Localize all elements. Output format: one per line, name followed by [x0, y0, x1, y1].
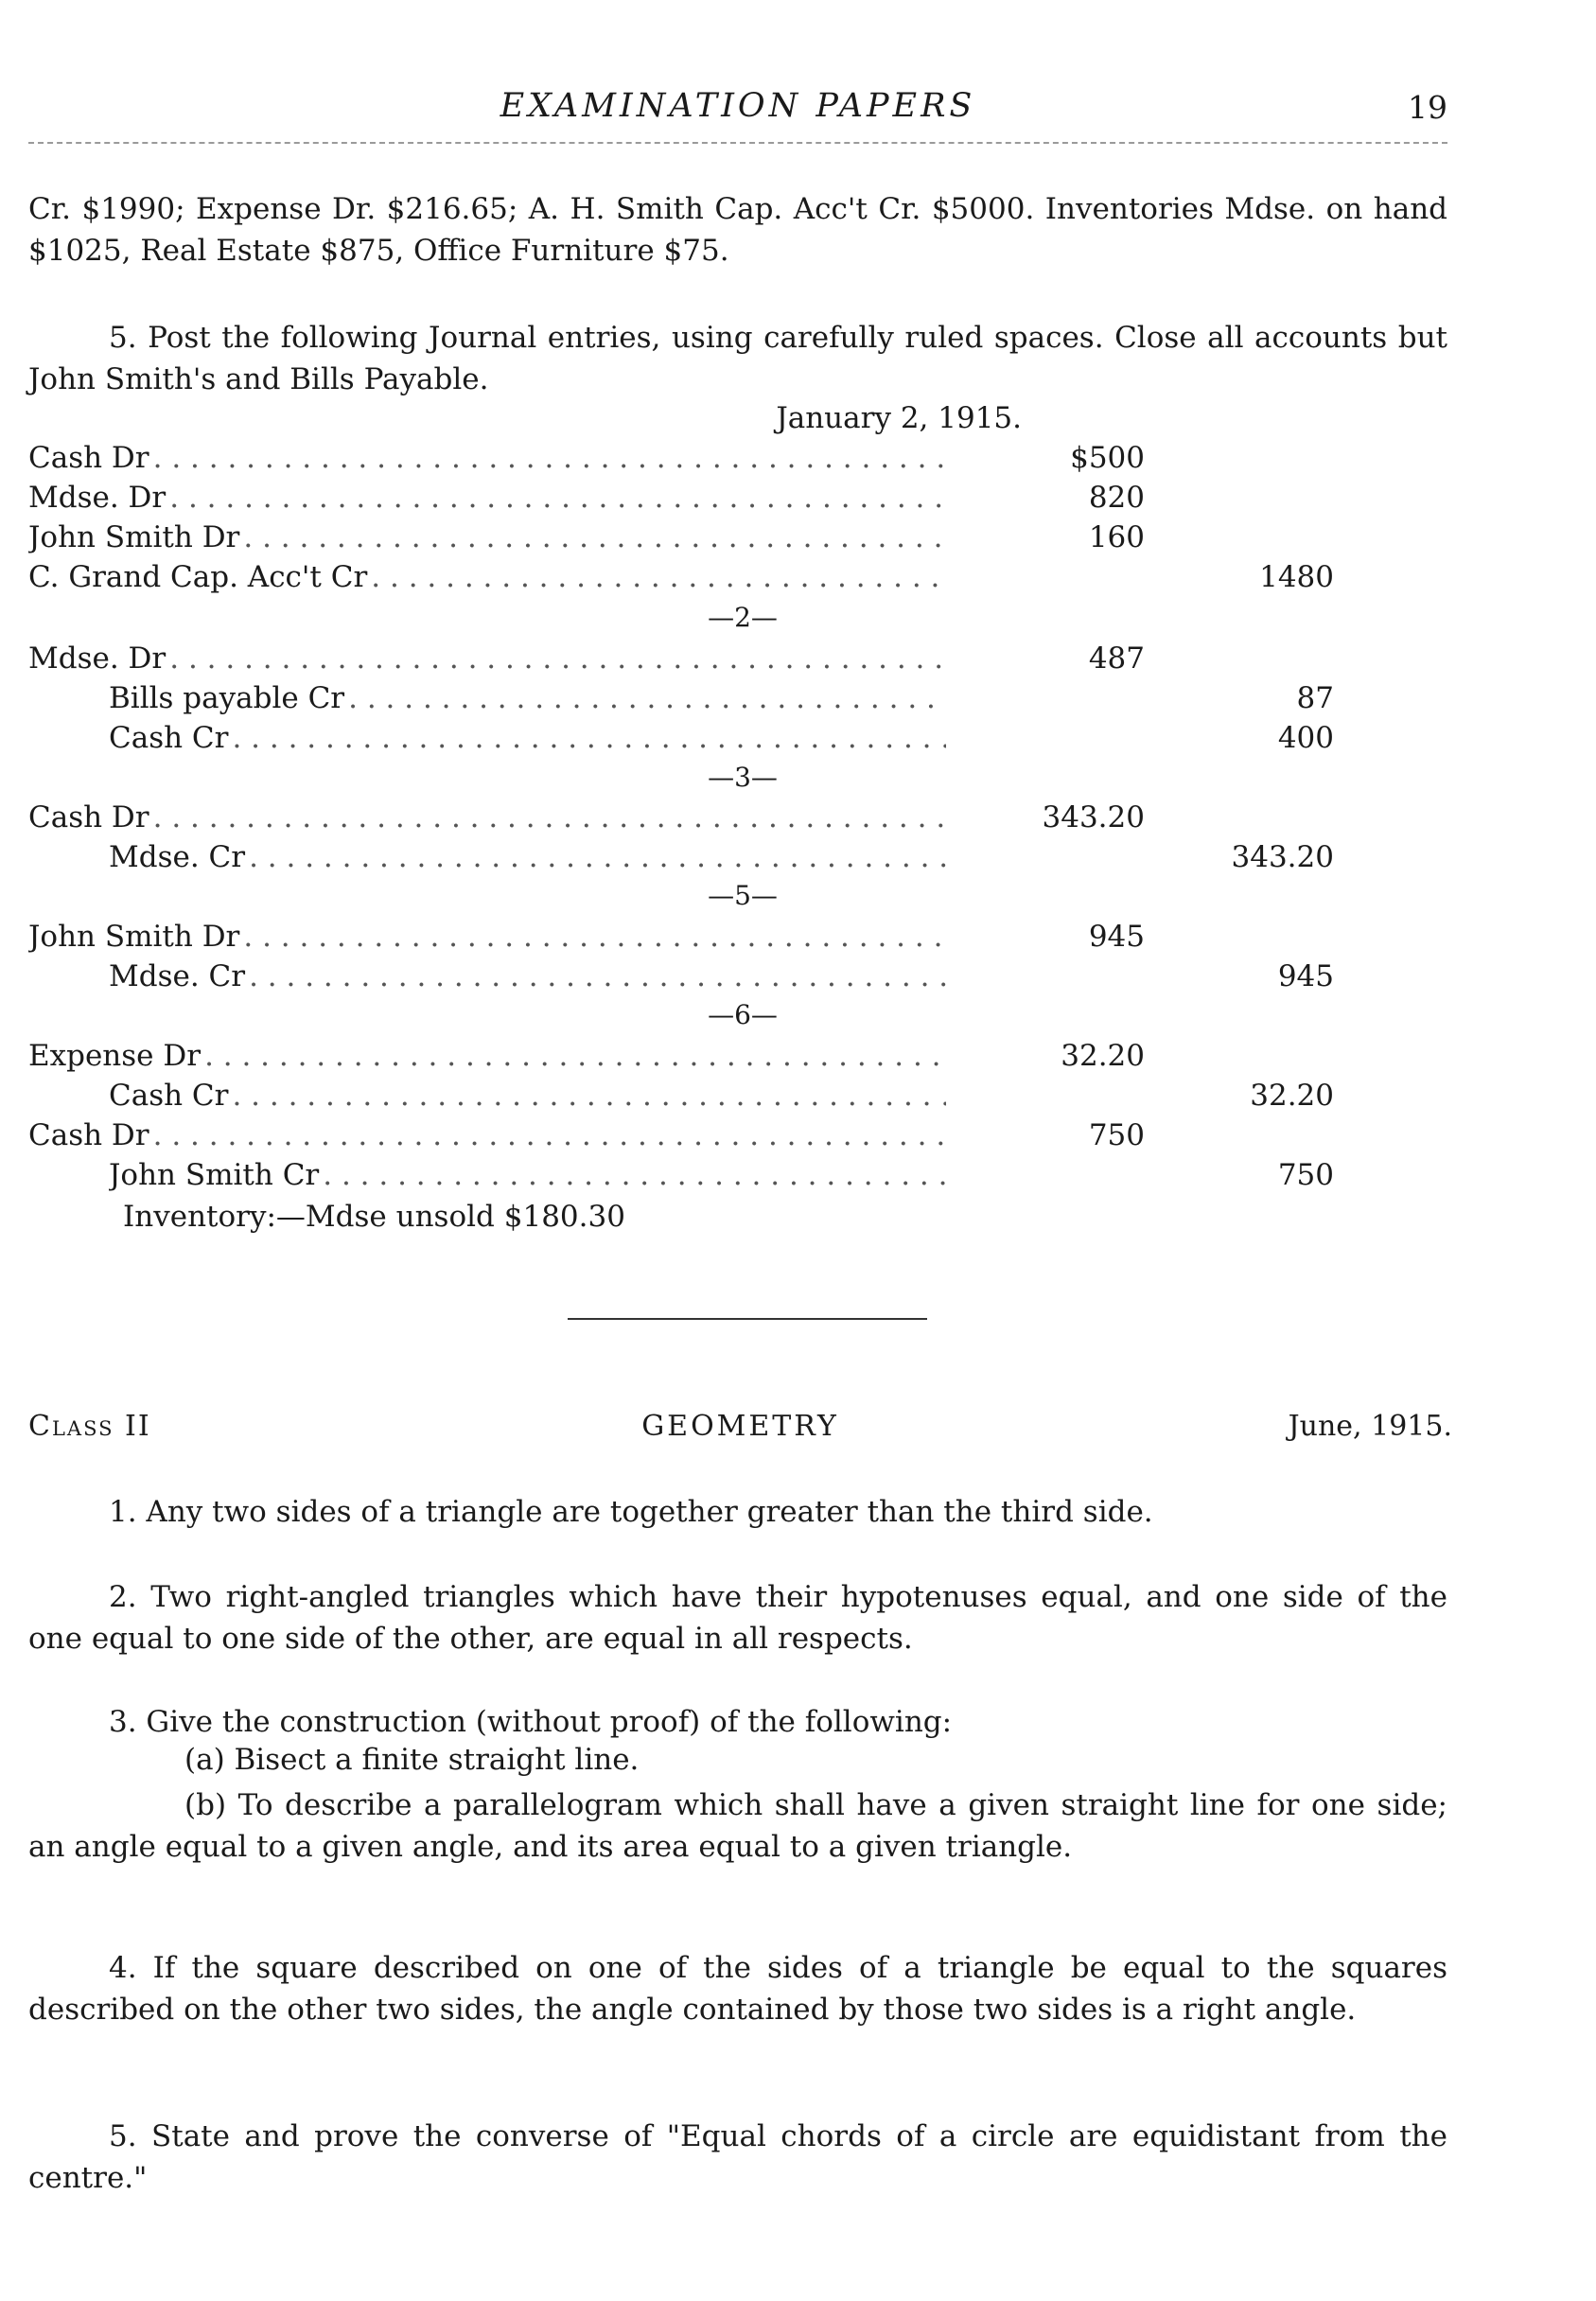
journal-row: [28, 560, 1447, 600]
journal-debit: 487: [1088, 641, 1145, 676]
subject-title: GEOMETRY: [641, 1410, 839, 1443]
journal-account: Expense Dr . . .: [28, 1039, 946, 1073]
journal-row: [28, 800, 1447, 840]
section-heading: [28, 1410, 1452, 1451]
journal-date: January 2, 1915.: [776, 401, 1022, 435]
day-marker: —5—: [708, 880, 778, 911]
journal-debit: 343.20: [1042, 800, 1145, 834]
header-rule: [28, 142, 1447, 144]
journal-row: [28, 959, 1447, 999]
journal-credit: 87: [1296, 681, 1334, 715]
journal-debit: 820: [1088, 481, 1145, 515]
journal-row: [28, 721, 1447, 761]
journal-credit: 1480: [1259, 560, 1334, 594]
journal-row: [28, 840, 1447, 880]
journal-debit: 160: [1088, 520, 1145, 554]
journal-account: Mdse. Dr . . .: [28, 481, 946, 515]
journal-account: Bills payable Cr . . .: [109, 681, 946, 715]
journal-row: [28, 681, 1447, 721]
journal-row: [28, 1118, 1447, 1158]
journal-account: Mdse. Cr . . .: [109, 840, 946, 874]
day-marker: —2—: [708, 602, 778, 633]
geometry-question-1: 1. Any two sides of a triangle are together greater than the third side.: [109, 1495, 1153, 1529]
journal-account: John Smith Dr . . .: [28, 520, 946, 554]
geometry-question-2: 2. Two right-angled triangles which have their hypotenuses equal, and one side of the one equal to one side of the other, are equal in all respects.: [28, 1580, 1447, 1656]
section-divider: [568, 1318, 927, 1320]
running-head-title: EXAMINATION PAPERS: [500, 87, 976, 125]
journal-account: Cash Dr . . .: [28, 800, 946, 834]
journal-row: [28, 520, 1447, 560]
journal-account: Mdse. Cr . . .: [109, 959, 946, 993]
journal-account: Cash Cr . . .: [109, 1079, 946, 1113]
journal-account: John Smith Cr . . .: [109, 1158, 946, 1192]
day-marker: —6—: [708, 999, 778, 1030]
journal-account: Cash Dr . . .: [28, 441, 946, 475]
geometry-question-3a: (a) Bisect a finite straight line.: [184, 1743, 640, 1777]
journal-debit: 945: [1088, 920, 1145, 954]
journal-row: [28, 641, 1447, 681]
geometry-question-5: 5. State and prove the converse of "Equal chords of a circle are equidistant from the centre.": [28, 2119, 1447, 2195]
journal-account: Mdse. Dr . . .: [28, 641, 946, 676]
journal-row: [28, 1079, 1447, 1118]
journal-debit: 750: [1088, 1118, 1145, 1152]
page-number: 19: [1408, 89, 1447, 126]
journal-credit: 343.20: [1231, 840, 1334, 874]
running-head: [28, 87, 1447, 134]
geometry-question-4: 4. If the square described on one of the sides of a triangle be equal to the squares described on the other two sides, the angle contained by those two sides is a right angle.: [28, 1951, 1447, 2027]
journal-account: John Smith Dr . . .: [28, 920, 946, 954]
journal-credit: 400: [1277, 721, 1334, 755]
journal-credit: 32.20: [1250, 1079, 1334, 1113]
journal-row: [28, 1039, 1447, 1079]
class-label: Class II: [28, 1410, 151, 1443]
journal-account: Cash Cr . . .: [109, 721, 946, 755]
journal-row: [28, 920, 1447, 959]
journal-credit: 945: [1277, 959, 1334, 993]
intro-paragraph: Cr. $1990; Expense Dr. $216.65; A. H. Smith Cap. Acc't Cr. $5000. Inventories Mdse. on hand $1025, Real Estate $875, Office Furniture $75.: [28, 192, 1447, 268]
journal-row: [28, 441, 1447, 481]
question-5-paragraph: 5. Post the following Journal entries, using carefully ruled spaces. Close all accounts but John Smith's and Bills Payable.: [28, 321, 1447, 396]
geometry-question-3: 3. Give the construction (without proof) of the following:: [109, 1705, 953, 1739]
exam-date: June, 1915.: [1288, 1410, 1452, 1443]
journal-credit: 750: [1277, 1158, 1334, 1192]
journal-debit: 32.20: [1061, 1039, 1145, 1073]
journal-account: Cash Dr . . .: [28, 1118, 946, 1152]
journal-debit: $500: [1070, 441, 1145, 475]
geometry-question-3b: (b) To describe a parallelogram which shall have a given straight line for one side; an angle equal to a given angle, and its area equal to a given triangle.: [28, 1788, 1447, 1864]
inventory-line: Inventory:—Mdse unsold $180.30: [123, 1200, 625, 1234]
journal-row: [28, 1158, 1447, 1198]
journal-account: C. Grand Cap. Acc't Cr . . .: [28, 560, 946, 594]
day-marker: —3—: [708, 762, 778, 793]
journal-row: [28, 481, 1447, 520]
